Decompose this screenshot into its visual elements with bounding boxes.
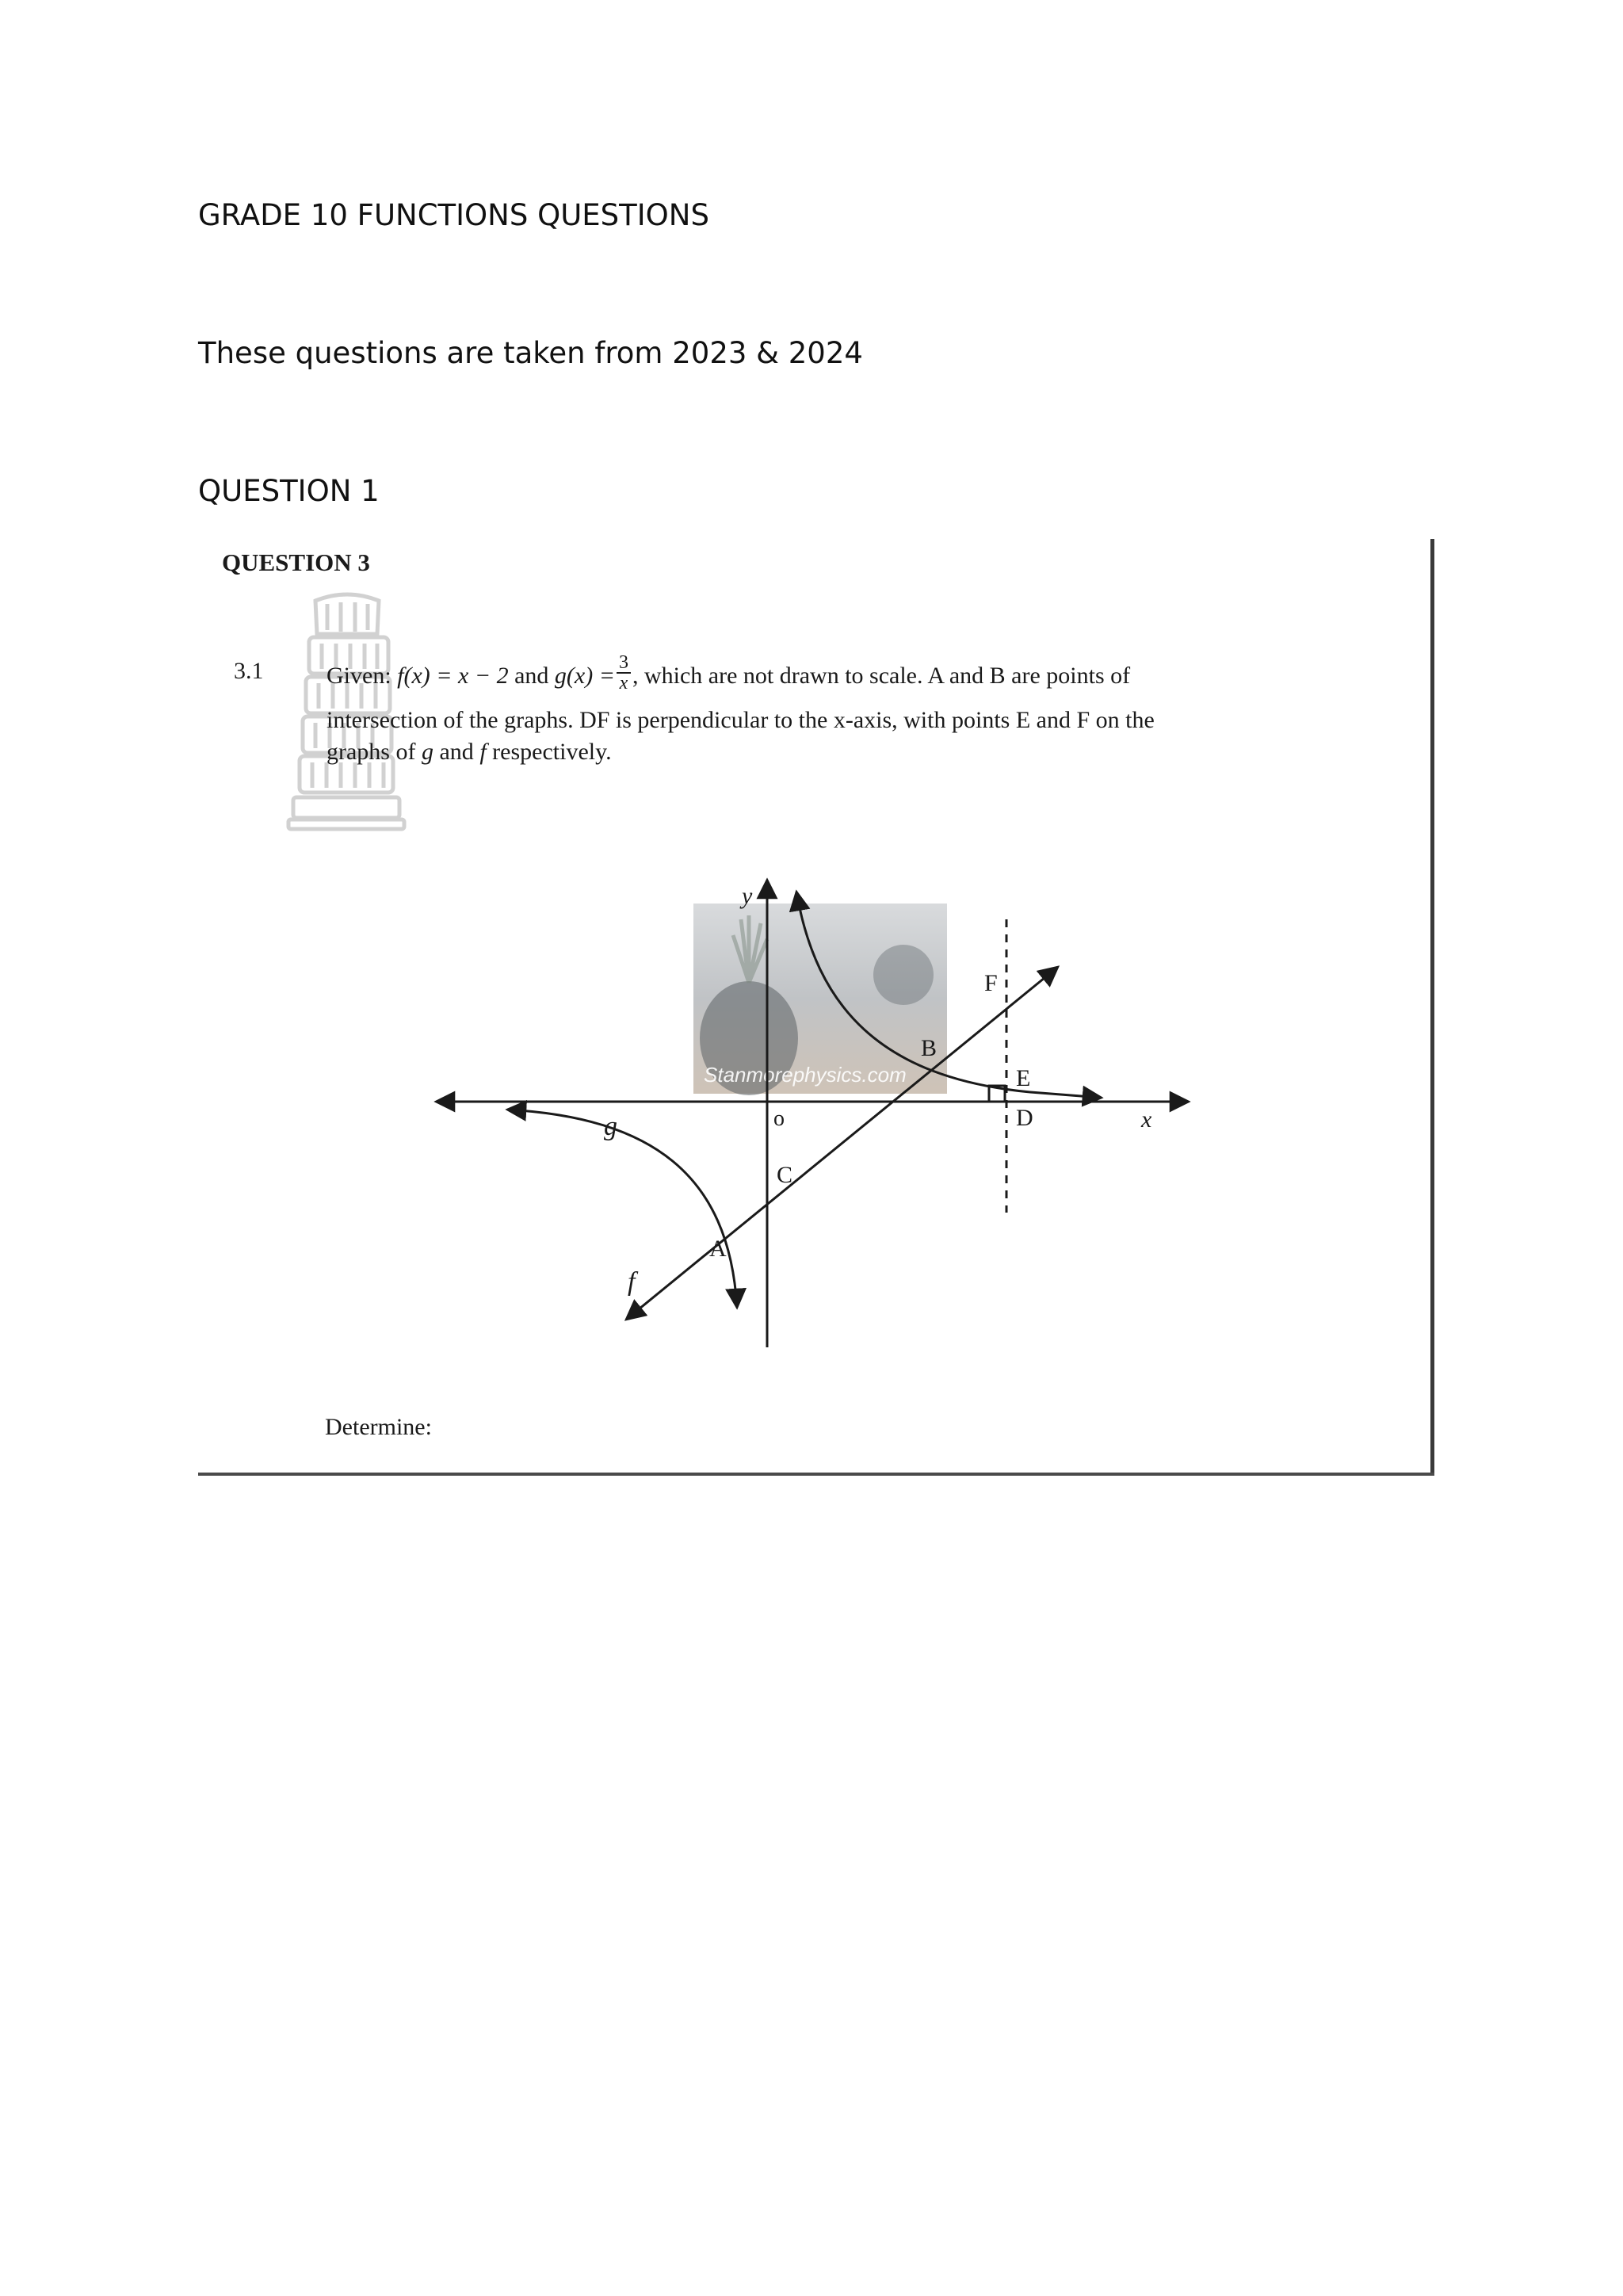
g-graph-left-branch — [507, 1110, 737, 1308]
excerpt-right-border — [1430, 539, 1434, 1476]
question-text-line-2: intersection of the graphs. DF is perpendicular to the x-axis, with points E and F on the — [327, 707, 1155, 733]
watermark-text: Stanmorephysics.com — [704, 1063, 907, 1087]
line-3-and: and — [439, 739, 474, 765]
determine-text: Determine: — [325, 1414, 432, 1440]
g-curve-label: g — [604, 1112, 617, 1141]
function-sketch-diagram — [428, 856, 1220, 1363]
excerpt-question-title: QUESTION 3 — [222, 548, 370, 576]
point-e-label: E — [1016, 1065, 1031, 1091]
point-c-label: C — [777, 1162, 793, 1188]
point-a-label: A — [709, 1236, 727, 1262]
g-fraction — [617, 653, 631, 693]
line-3-suffix: respectively. — [492, 739, 612, 765]
watermark-photo — [693, 904, 947, 1095]
point-d-label: D — [1016, 1105, 1033, 1131]
document-subtitle: These questions are taken from 2023 & 2024 — [198, 336, 863, 370]
question-text-line-3 — [327, 739, 612, 766]
point-b-label: B — [921, 1035, 938, 1061]
line-3-f: f — [479, 739, 487, 765]
x-axis-label: x — [1141, 1106, 1152, 1133]
g-denominator: x — [619, 673, 628, 693]
g-definition-prefix: g(x) = — [554, 662, 615, 689]
point-f-label: F — [984, 970, 998, 996]
document-title: GRADE 10 FUNCTIONS QUESTIONS — [198, 198, 709, 232]
excerpt-bottom-border — [198, 1473, 1434, 1476]
question-text-line-1 — [327, 652, 1131, 697]
line-1-suffix: , which are not drawn to scale. A and B are points of — [632, 662, 1131, 689]
y-axis-label: y — [742, 883, 753, 909]
exam-excerpt-image — [198, 539, 1434, 1476]
given-label: Given: — [327, 662, 391, 689]
question-heading: QUESTION 1 — [198, 474, 380, 508]
and-word: and — [514, 662, 549, 689]
line-3-g: g — [421, 739, 433, 765]
line-3-prefix: graphs of — [327, 739, 416, 765]
origin-label: o — [773, 1106, 785, 1131]
f-definition: f(x) = x − 2 — [397, 662, 509, 689]
g-numerator: 3 — [617, 653, 631, 674]
item-number: 3.1 — [234, 658, 264, 684]
f-curve-label: f — [628, 1267, 636, 1297]
